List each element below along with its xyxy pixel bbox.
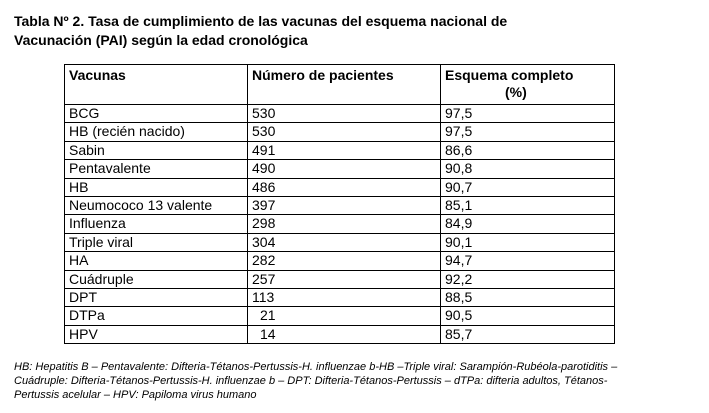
cell-pacientes: 304 <box>248 233 441 251</box>
cell-pacientes: 113 <box>248 288 441 306</box>
cell-vacuna: DPT <box>65 288 248 306</box>
cell-esquema: 85,1 <box>441 196 615 214</box>
cell-esquema: 90,7 <box>441 178 615 196</box>
header-esquema-completo <box>441 65 615 105</box>
cell-esquema: 94,7 <box>441 252 615 270</box>
cell-vacuna: Influenza <box>65 215 248 233</box>
header-numero-pacientes: Número de pacientes <box>248 65 441 105</box>
cell-pacientes: 257 <box>248 270 441 288</box>
footnote-line-2: Cuádruple: Difteria-Tétanos-Pertussis-H. influenzae b – DPT: Difteria-Tétanos-Pertussis – dTPa: difteria adultos, Tétanos- <box>14 375 608 387</box>
cell-esquema: 88,5 <box>441 288 615 306</box>
table-row <box>65 270 615 288</box>
cell-esquema: 90,8 <box>441 160 615 178</box>
header-vacunas: Vacunas <box>65 65 248 105</box>
cell-pacientes: 282 <box>248 252 441 270</box>
cell-vacuna: HA <box>65 252 248 270</box>
cell-vacuna: Triple viral <box>65 233 248 251</box>
cell-pacientes: 530 <box>248 123 441 141</box>
cell-pacientes: 486 <box>248 178 441 196</box>
table-row <box>65 233 615 251</box>
table-row <box>65 160 615 178</box>
cell-pacientes: 490 <box>248 160 441 178</box>
table-caption <box>14 12 674 50</box>
header-esquema-line-1: Esquema completo <box>445 67 574 83</box>
cell-esquema: 90,1 <box>441 233 615 251</box>
table-row <box>65 123 615 141</box>
caption-line-2: Vacunación (PAI) según la edad cronológica <box>14 32 308 48</box>
cell-esquema: 97,5 <box>441 105 615 123</box>
cell-vacuna: DTPa <box>65 307 248 325</box>
cell-pacientes: 397 <box>248 196 441 214</box>
table-row <box>65 196 615 214</box>
table-row <box>65 325 615 343</box>
cell-esquema: 86,6 <box>441 141 615 159</box>
table-header-row <box>65 65 615 105</box>
table-row <box>65 252 615 270</box>
cell-pacientes: 530 <box>248 105 441 123</box>
caption-line-1: Tabla Nº 2. Tasa de cumplimiento de las vacunas del esquema nacional de <box>14 13 508 29</box>
cell-vacuna: Sabin <box>65 141 248 159</box>
cell-vacuna: HPV <box>65 325 248 343</box>
cell-vacuna: Pentavalente <box>65 160 248 178</box>
table-row <box>65 307 615 325</box>
cell-vacuna: HB (recién nacido) <box>65 123 248 141</box>
vaccination-table <box>64 64 615 344</box>
cell-vacuna: HB <box>65 178 248 196</box>
cell-esquema: 84,9 <box>441 215 615 233</box>
cell-pacientes: 491 <box>248 141 441 159</box>
footnote-line-3: Pertussis acelular – HPV: Papiloma virus humano <box>14 389 257 401</box>
cell-pacientes: 14 <box>248 325 441 343</box>
cell-esquema: 97,5 <box>441 123 615 141</box>
table-row <box>65 215 615 233</box>
table-row <box>65 178 615 196</box>
table-footnote <box>14 360 694 402</box>
cell-vacuna: Cuádruple <box>65 270 248 288</box>
cell-esquema: 92,2 <box>441 270 615 288</box>
cell-pacientes: 21 <box>248 307 441 325</box>
cell-pacientes: 298 <box>248 215 441 233</box>
footnote-line-1: HB: Hepatitis B – Pentavalente: Difteria-Tétanos-Pertussis-H. influenzae b-HB –Triple viral: Sarampión-Rubéola-parotiditis – <box>14 361 618 373</box>
cell-esquema: 85,7 <box>441 325 615 343</box>
table-body <box>65 105 615 344</box>
cell-vacuna: BCG <box>65 105 248 123</box>
header-esquema-line-2: (%) <box>505 84 527 100</box>
cell-vacuna: Neumococo 13 valente <box>65 196 248 214</box>
cell-esquema: 90,5 <box>441 307 615 325</box>
table-row <box>65 105 615 123</box>
table-row <box>65 141 615 159</box>
table-row <box>65 288 615 306</box>
